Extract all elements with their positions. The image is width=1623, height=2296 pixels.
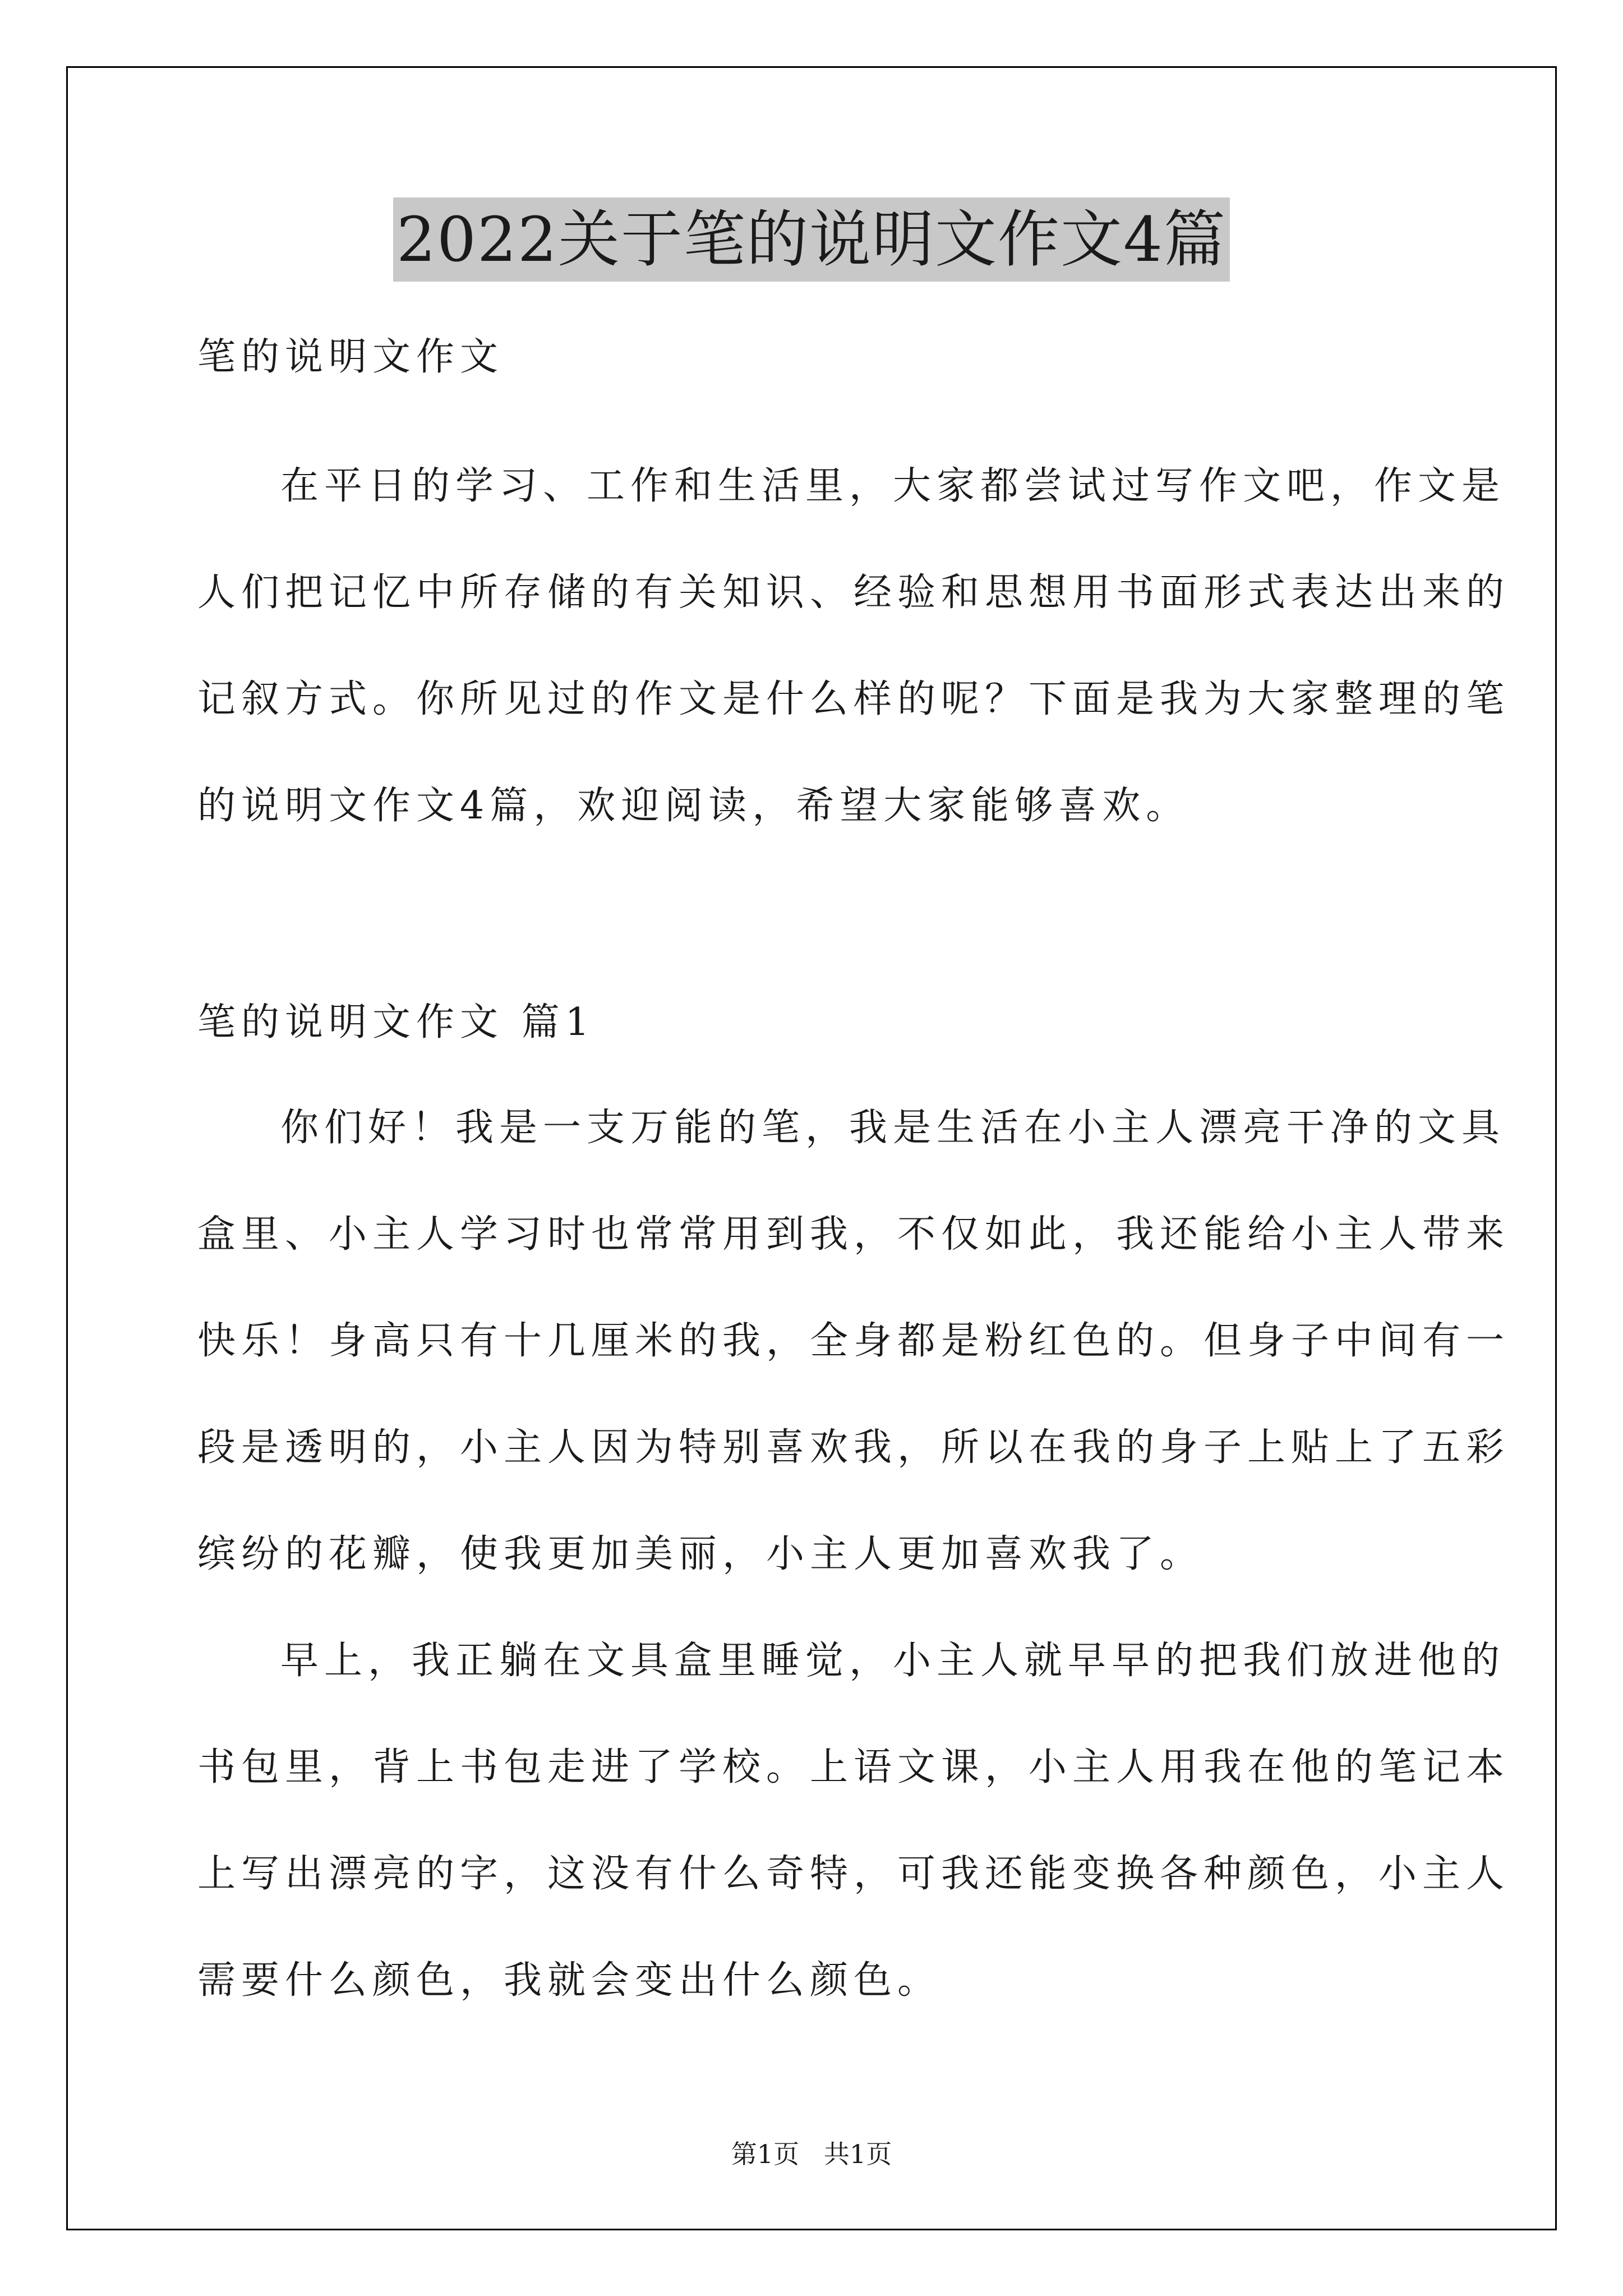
intro-line-2: 人们把记忆中所存储的有关知识、经验和思想用书面形式表达出来的	[197, 570, 1510, 615]
para1-line-1: 你们好！我是一支万能的笔，我是生活在小主人漂亮干净的文具	[280, 1106, 1506, 1150]
para2-line-2: 书包里，背上书包走进了学校。上语文课，小主人用我在他的笔记本	[197, 1745, 1510, 1789]
intro-line-3: 记叙方式。你所见过的作文是什么样的呢？下面是我为大家整理的笔	[197, 677, 1510, 721]
document-title: 2022关于笔的说明文作文4篇	[393, 197, 1230, 282]
intro-line-4: 的说明文作文4篇，欢迎阅读，希望大家能够喜欢。	[197, 784, 1190, 828]
essay-heading: 笔的说明文作文 篇1	[197, 1000, 595, 1045]
para1-line-2: 盒里、小主人学习时也常常用到我，不仅如此，我还能给小主人带来	[197, 1212, 1510, 1257]
para2-line-3: 上写出漂亮的字，这没有什么奇特，可我还能变换各种颜色，小主人	[197, 1852, 1510, 1896]
para2-line-4: 需要什么颜色，我就会变出什么颜色。	[197, 1958, 942, 2003]
intro-line-1: 在平日的学习、工作和生活里，大家都尝试过写作文吧，作文是	[280, 464, 1506, 508]
title-wrap	[0, 197, 1623, 282]
page-footer: 第1页 共1页	[731, 2139, 892, 2169]
para1-line-5: 缤纷的花瓣，使我更加美丽，小主人更加喜欢我了。	[197, 1532, 1204, 1576]
section-heading: 笔的说明文作文	[197, 335, 504, 379]
para1-line-3: 快乐！身高只有十几厘米的我，全身都是粉红色的。但身子中间有一	[197, 1319, 1510, 1363]
para2-line-1: 早上，我正躺在文具盒里睡觉，小主人就早早的把我们放进他的	[280, 1639, 1506, 1683]
para1-line-4: 段是透明的，小主人因为特别喜欢我，所以在我的身子上贴上了五彩	[197, 1425, 1510, 1470]
